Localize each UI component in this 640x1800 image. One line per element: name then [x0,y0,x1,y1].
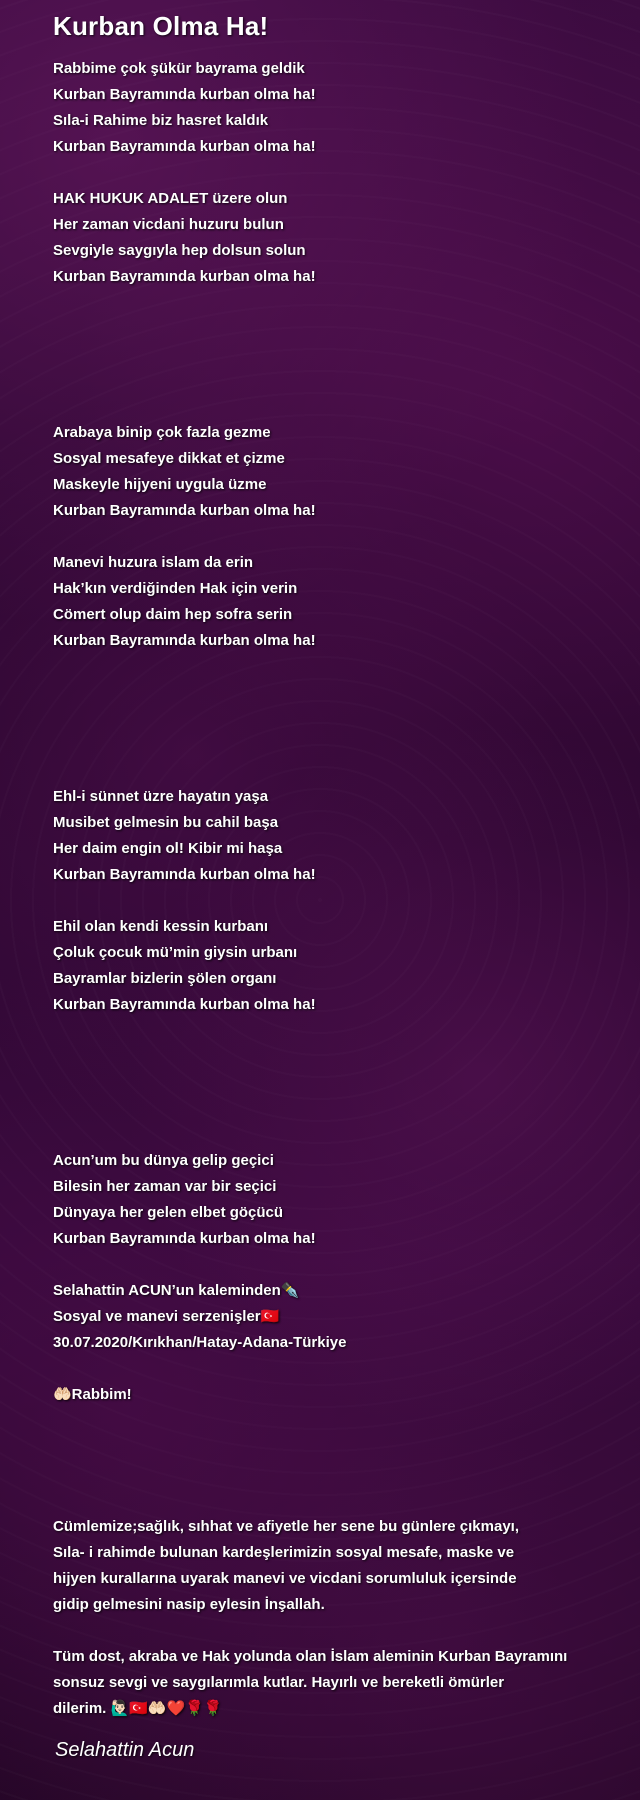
closing-paragraph-2 [53,1644,623,1722]
prayer-line [53,1382,623,1408]
stanza-4 [53,550,623,654]
poem-line: HAK HUKUK ADALET üzere olun [53,190,288,207]
poem-line: Bilesin her zaman var bir seçici [53,1178,277,1195]
poem-line: Kurban Bayramında kurban olma ha! [53,632,316,649]
poem-line: Musibet gelmesin bu cahil başa [53,814,279,831]
poem-line: Cömert olup daim hep sofra serin [53,606,293,623]
poem-line: Çoluk çocuk mü’min giysin urbanı [53,944,298,961]
poem-line: Arabaya binip çok fazla gezme [53,424,271,441]
poem-container [53,10,623,1748]
poem-line: Sıla- i rahimde bulunan kardeşlerimizin sosyal mesafe, maske ve [53,1544,515,1561]
poem-line: 30.07.2020/Kırıkhan/Hatay-Adana-Türkiye [53,1334,347,1351]
poem-line: Rabbime çok şükür bayrama geldik [53,60,305,77]
closing-paragraph-1 [53,1514,623,1618]
poem-line: sonsuz sevgi ve saygılarımla kutlar. Hayırlı ve bereketli ömürler [53,1674,505,1691]
poem-line: Selahattin ACUN’un kaleminden✒️ [53,1282,300,1299]
poem-line: Hak’kın verdiğinden Hak için verin [53,580,298,597]
poem-line: Kurban Bayramında kurban olma ha! [53,502,316,519]
poem-line: Dünyaya her gelen elbet göçücü [53,1204,284,1221]
poem-line: Cümlemize;sağlık, sıhhat ve afiyetle her sene bu günlere çıkmayı, [53,1518,520,1535]
stanza-2 [53,186,623,290]
poem-line: Her zaman vicdani huzuru bulun [53,216,284,233]
stanza-spacer [53,680,623,784]
stanza-1 [53,56,623,160]
poem-line: Sosyal ve manevi serzenişler🇹🇷 [53,1308,280,1325]
stanza-5 [53,784,623,888]
poem-line: dilerim. 🙋🏻‍♂️🇹🇷🤲🏻❤️🌹🌹 [53,1700,223,1717]
stanza-spacer [53,316,623,420]
poem-line: Her daim engin ol! Kibir mi haşa [53,840,283,857]
author-note [53,1278,623,1356]
poem-line: Sıla-i Rahime biz hasret kaldık [53,112,269,129]
poem-line: Tüm dost, akraba ve Hak yolunda olan İslam aleminin Kurban Bayramını [53,1648,568,1665]
poem-line: Ehl-i sünnet üzre hayatın yaşa [53,788,269,805]
poem-line: Manevi huzura islam da erin [53,554,254,571]
poem-line: Kurban Bayramında kurban olma ha! [53,996,316,1013]
poem-line: Bayramlar bizlerin şölen organı [53,970,277,987]
author-signature: Selahattin Acun [55,1739,195,1761]
stanza-3 [53,420,623,524]
poem-line: gidip gelmesini nasip eylesin İnşallah. [53,1596,325,1613]
poem-line: Kurban Bayramında kurban olma ha! [53,866,316,883]
poem-line: hijyen kurallarına uyarak manevi ve vicdani sorumluluk içersinde [53,1570,517,1587]
poem-line: Kurban Bayramında kurban olma ha! [53,1230,316,1247]
poem-line: Kurban Bayramında kurban olma ha! [53,268,316,285]
poem-title: Kurban Olma Ha! [53,11,269,41]
poem-line: Kurban Bayramında kurban olma ha! [53,86,316,103]
poem-line: Sosyal mesafeye dikkat et çizme [53,450,285,467]
stanza-spacer [53,1044,623,1148]
poem-line: 🤲🏻Rabbim! [53,1386,132,1403]
poem-line: Kurban Bayramında kurban olma ha! [53,138,316,155]
stanza-spacer [53,1434,623,1514]
poem-line: Maskeyle hijyeni uygula üzme [53,476,267,493]
poem-line: Acun’um bu dünya gelip geçici [53,1152,274,1169]
stanza-6 [53,914,623,1018]
poem-line: Ehil olan kendi kessin kurbanı [53,918,269,935]
poem-body [53,56,623,1722]
poem-line: Sevgiyle saygıyla hep dolsun solun [53,242,306,259]
stanza-7 [53,1148,623,1252]
